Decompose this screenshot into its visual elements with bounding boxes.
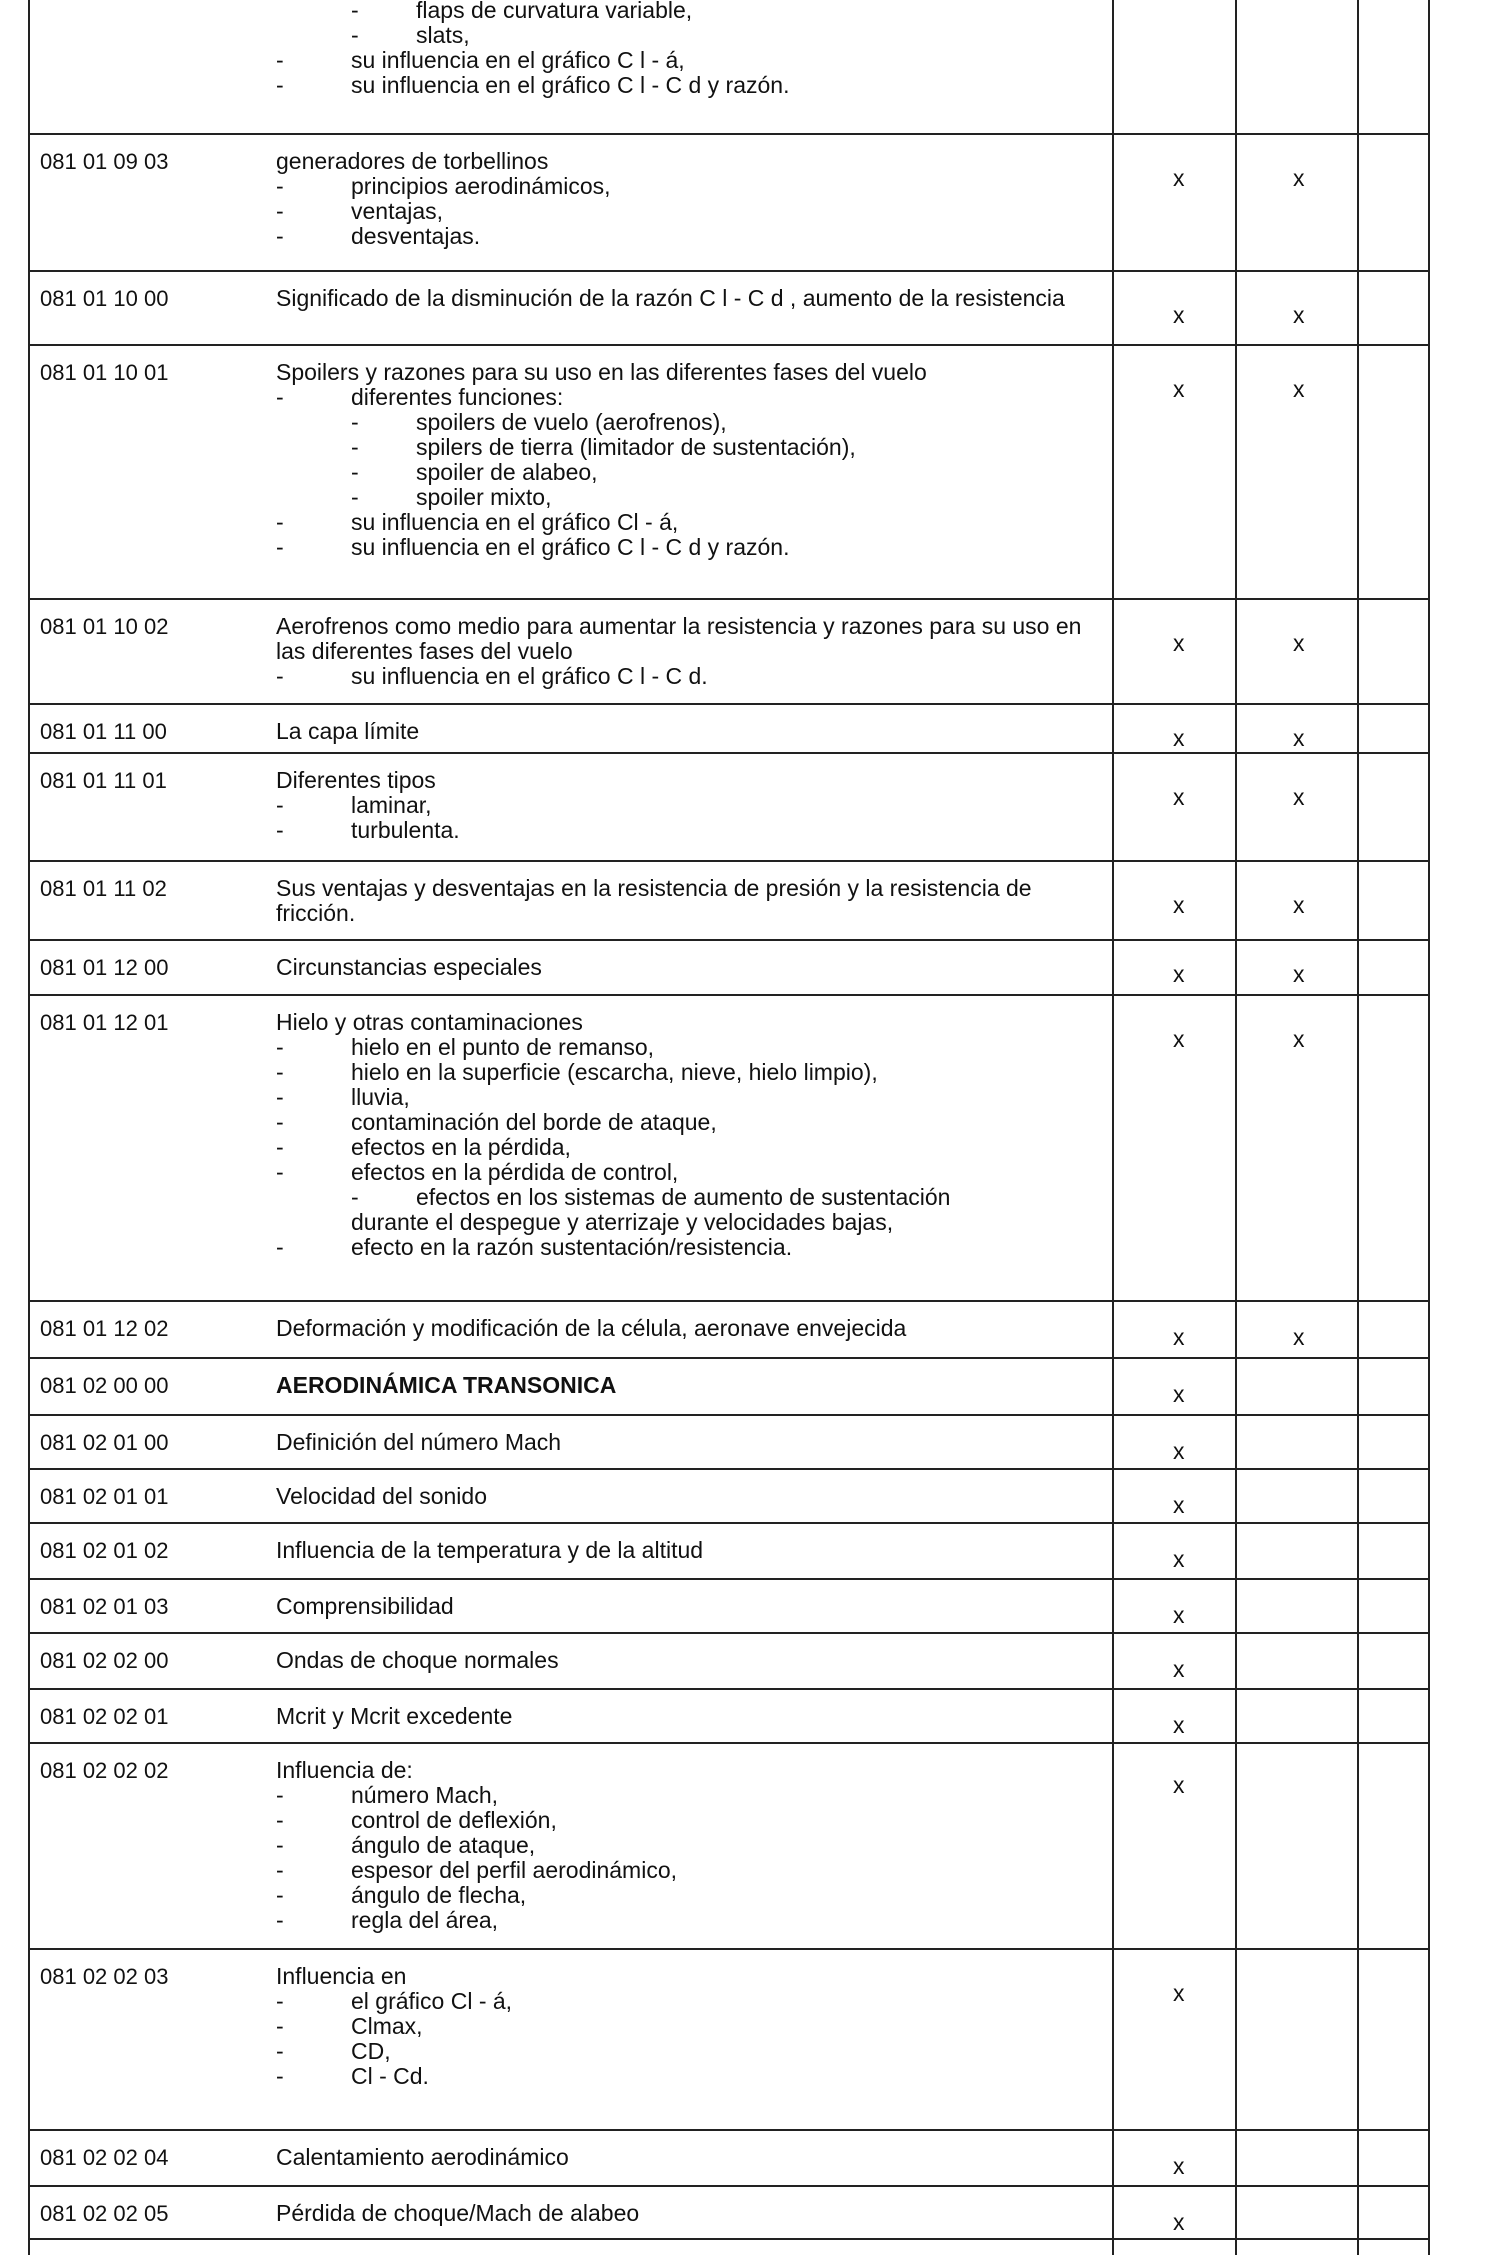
item-code: 081 02 02 02 (40, 1758, 169, 1783)
item-description (276, 1010, 1108, 1260)
table-row (28, 0, 1428, 135)
sub-item-text: efectos en la pérdida de control, (351, 1159, 679, 1185)
dash-bullet: - (276, 1907, 284, 1933)
sub-item (276, 410, 1108, 435)
table-row (28, 1950, 1428, 2131)
sub-item (276, 1783, 1108, 1808)
sub-item (276, 1185, 1108, 1210)
item-title: La capa límite (276, 718, 420, 744)
table-row (28, 346, 1428, 600)
item-description (276, 1704, 1108, 1729)
applicability-mark-col2: x (1293, 1026, 1305, 1052)
sub-item (276, 1858, 1108, 1883)
item-description (276, 1316, 1108, 1341)
sub-item-list (276, 174, 1108, 249)
table-row (28, 2187, 1428, 2240)
item-title: Significado de la disminución de la razón C l - C d , aumento de la resistencia (276, 285, 1065, 311)
sub-item-list (276, 1035, 1108, 1260)
applicability-mark-col1: x (1173, 1602, 1185, 1628)
table-row (28, 996, 1428, 1302)
sub-item-text: regla del área, (351, 1907, 499, 1933)
sub-item (276, 1110, 1108, 1135)
dash-bullet: - (276, 534, 284, 560)
sub-item-text: spilers de tierra (limitador de sustentación), (416, 434, 856, 460)
applicability-mark-col1: x (1173, 784, 1185, 810)
sub-item-list (276, 0, 1108, 98)
dash-bullet: - (276, 1807, 284, 1833)
dash-bullet: - (351, 409, 359, 435)
item-code: 081 02 01 03 (40, 1594, 169, 1619)
item-code: 081 01 12 00 (40, 955, 169, 980)
dash-bullet: - (276, 1134, 284, 1160)
table-row (28, 862, 1428, 941)
sub-item (276, 1808, 1108, 1833)
sub-item-text: spoiler mixto, (416, 484, 552, 510)
item-title: Influencia de: (276, 1757, 413, 1783)
sub-item-text: lluvia, (351, 1084, 410, 1110)
item-code: 081 02 01 00 (40, 1430, 169, 1455)
dash-bullet: - (276, 1882, 284, 1908)
sub-item-text: su influencia en el gráfico C l - á, (351, 47, 685, 73)
sub-item (276, 73, 1108, 98)
item-title: Calentamiento aerodinámico (276, 2144, 569, 2170)
applicability-mark-col2: x (1293, 165, 1305, 191)
item-title: AERODINÁMICA TRANSONICA (276, 1372, 617, 1398)
item-code: 081 01 11 01 (40, 768, 167, 793)
sub-item-text: CD, (351, 2038, 391, 2064)
table-row (28, 941, 1428, 996)
dash-bullet: - (276, 1857, 284, 1883)
dash-bullet: - (276, 223, 284, 249)
item-code: 081 01 12 01 (40, 1010, 169, 1035)
item-title: Ondas de choque normales (276, 1647, 559, 1673)
item-code: 081 01 10 00 (40, 286, 169, 311)
dash-bullet: - (276, 1159, 284, 1185)
sub-item-text: contaminación del borde de ataque, (351, 1109, 717, 1135)
dash-bullet: - (276, 1782, 284, 1808)
dash-bullet: - (351, 22, 359, 48)
item-code: 081 02 02 01 (40, 1704, 169, 1729)
sub-item-text: el gráfico Cl - á, (351, 1988, 513, 2014)
item-description (276, 1373, 1108, 1398)
table-row (28, 2131, 1428, 2187)
item-description (276, 360, 1108, 560)
dash-bullet: - (276, 198, 284, 224)
applicability-mark-col1: x (1173, 2153, 1185, 2179)
item-description (276, 768, 1108, 843)
table-row (28, 1470, 1428, 1524)
item-description (276, 876, 1108, 926)
dash-bullet: - (276, 509, 284, 535)
item-code: 081 02 01 01 (40, 1484, 169, 1509)
item-description (276, 1758, 1108, 1933)
applicability-mark-col2: x (1293, 376, 1305, 402)
applicability-mark-col1: x (1173, 1324, 1185, 1350)
sub-item-text: turbulenta. (351, 817, 460, 843)
applicability-mark-col2: x (1293, 784, 1305, 810)
sub-item-text: número Mach, (351, 1782, 499, 1808)
sub-item (276, 385, 1108, 410)
dash-bullet: - (351, 459, 359, 485)
sub-item-text: efecto en la razón sustentación/resistencia. (351, 1234, 793, 1260)
sub-item-text: su influencia en el gráfico C l - C d. (351, 663, 708, 689)
item-code: 081 02 00 00 (40, 1373, 169, 1398)
sub-item-text: principios aerodinámicos, (351, 173, 611, 199)
dash-bullet: - (276, 792, 284, 818)
sub-item-text: diferentes funciones: (351, 384, 564, 410)
dash-bullet: - (276, 1034, 284, 1060)
sub-item (276, 23, 1108, 48)
table-row (28, 1524, 1428, 1580)
sub-item (276, 1883, 1108, 1908)
item-description (276, 614, 1108, 689)
table-row (28, 1359, 1428, 1416)
sub-item (276, 0, 1108, 23)
dash-bullet: - (276, 72, 284, 98)
applicability-mark-col1: x (1173, 376, 1185, 402)
table-row (28, 1416, 1428, 1470)
sub-item (276, 1135, 1108, 1160)
table-row (28, 1744, 1428, 1950)
sub-item-text: desventajas. (351, 223, 481, 249)
applicability-mark-col1: x (1173, 1026, 1185, 1052)
item-description (276, 1538, 1108, 1563)
item-title: Mcrit y Mcrit excedente (276, 1703, 513, 1729)
sub-item (276, 224, 1108, 249)
table-row (28, 135, 1428, 272)
item-description (276, 955, 1108, 980)
dash-bullet: - (276, 817, 284, 843)
sub-item (276, 510, 1108, 535)
table-row (28, 272, 1428, 346)
dash-bullet: - (351, 0, 359, 23)
dash-bullet: - (351, 1184, 359, 1210)
dash-bullet: - (276, 2063, 284, 2089)
item-description (276, 1484, 1108, 1509)
applicability-mark-col2: x (1293, 892, 1305, 918)
sub-item (276, 1035, 1108, 1060)
item-title: Deformación y modificación de la célula, aeronave envejecida (276, 1315, 907, 1341)
item-code: 081 02 02 05 (40, 2201, 169, 2226)
sub-item-text: spoiler de alabeo, (416, 459, 598, 485)
sub-item (276, 793, 1108, 818)
applicability-mark-col1: x (1173, 1772, 1185, 1798)
applicability-mark-col1: x (1173, 1438, 1185, 1464)
item-title: generadores de torbellinos (276, 148, 549, 174)
sub-item (276, 535, 1108, 560)
item-title: Comprensibilidad (276, 1593, 454, 1619)
item-code: 081 02 02 04 (40, 2145, 169, 2170)
sub-item (276, 818, 1108, 843)
applicability-mark-col1: x (1173, 1546, 1185, 1572)
dash-bullet: - (276, 1084, 284, 1110)
item-description (276, 719, 1108, 744)
sub-item-list (276, 793, 1108, 843)
table-row (28, 1580, 1428, 1634)
sub-item (276, 2014, 1108, 2039)
dash-bullet: - (276, 2013, 284, 2039)
item-code: 081 02 01 02 (40, 1538, 169, 1563)
sub-item-list (276, 1989, 1108, 2089)
item-description (276, 2145, 1108, 2170)
dash-bullet: - (351, 434, 359, 460)
applicability-mark-col1: x (1173, 961, 1185, 987)
sub-item-text: ángulo de ataque, (351, 1832, 536, 1858)
applicability-mark-col1: x (1173, 1381, 1185, 1407)
item-code: 081 01 11 00 (40, 719, 167, 744)
sub-item (276, 1210, 1108, 1235)
applicability-mark-col1: x (1173, 892, 1185, 918)
table-row (28, 600, 1428, 705)
sub-item-text: flaps de curvatura variable, (416, 0, 693, 23)
sub-item (276, 1908, 1108, 1933)
item-code: 081 01 10 02 (40, 614, 169, 639)
item-title: Velocidad del sonido (276, 1483, 487, 1509)
table-row (28, 754, 1428, 862)
sub-item-text: durante el despegue y aterrizaje y velocidades bajas, (351, 1209, 894, 1235)
table-border-right (1428, 0, 1430, 2255)
dash-bullet: - (351, 484, 359, 510)
applicability-mark-col2: x (1293, 961, 1305, 987)
applicability-mark-col1: x (1173, 165, 1185, 191)
item-title: Definición del número Mach (276, 1429, 562, 1455)
sub-item-text: su influencia en el gráfico C l - C d y razón. (351, 72, 790, 98)
applicability-mark-col2: x (1293, 630, 1305, 656)
item-code: 081 02 02 03 (40, 1964, 169, 1989)
item-code: 081 01 10 01 (40, 360, 169, 385)
dash-bullet: - (276, 1832, 284, 1858)
sub-item (276, 1085, 1108, 1110)
applicability-mark-col1: x (1173, 725, 1185, 751)
table-row (28, 1690, 1428, 1744)
sub-item (276, 664, 1108, 689)
sub-item (276, 48, 1108, 73)
applicability-mark-col2: x (1293, 725, 1305, 751)
sub-item-text: hielo en la superficie (escarcha, nieve, hielo limpio), (351, 1059, 878, 1085)
sub-item-text: hielo en el punto de remanso, (351, 1034, 655, 1060)
item-code: 081 01 12 02 (40, 1316, 169, 1341)
sub-item-text: control de deflexión, (351, 1807, 557, 1833)
dash-bullet: - (276, 47, 284, 73)
item-description (276, 0, 1108, 98)
item-title: Aerofrenos como medio para aumentar la resistencia y razones para su uso en las diferentes fases del vuelo (276, 613, 1082, 664)
item-title: Influencia de la temperatura y de la altitud (276, 1537, 704, 1563)
item-title: Circunstancias especiales (276, 954, 542, 980)
sub-item-text: espesor del perfil aerodinámico, (351, 1857, 678, 1883)
sub-item-text: spoilers de vuelo (aerofrenos), (416, 409, 727, 435)
sub-item (276, 2039, 1108, 2064)
item-description (276, 1648, 1108, 1673)
sub-item (276, 1833, 1108, 1858)
dash-bullet: - (276, 1234, 284, 1260)
dash-bullet: - (276, 384, 284, 410)
sub-item-text: ángulo de flecha, (351, 1882, 527, 1908)
applicability-mark-col1: x (1173, 2209, 1185, 2235)
item-title: Diferentes tipos (276, 767, 436, 793)
table-row (28, 1302, 1428, 1359)
sub-item (276, 1235, 1108, 1260)
item-description (276, 149, 1108, 249)
dash-bullet: - (276, 1988, 284, 2014)
item-title: Sus ventajas y desventajas en la resistencia de presión y la resistencia de fricción. (276, 875, 1032, 926)
sub-item-text: efectos en la pérdida, (351, 1134, 571, 1160)
sub-item-text: ventajas, (351, 198, 444, 224)
applicability-mark-col2: x (1293, 1324, 1305, 1350)
applicability-mark-col1: x (1173, 1712, 1185, 1738)
item-code: 081 01 09 03 (40, 149, 169, 174)
sub-item-list (276, 385, 1108, 560)
item-code: 081 01 11 02 (40, 876, 167, 901)
sub-item (276, 1989, 1108, 2014)
applicability-mark-col1: x (1173, 630, 1185, 656)
sub-item (276, 174, 1108, 199)
item-title: Hielo y otras contaminaciones (276, 1009, 583, 1035)
sub-item-text: Cl - Cd. (351, 2063, 429, 2089)
sub-item (276, 460, 1108, 485)
table-row (28, 705, 1428, 754)
dash-bullet: - (276, 1109, 284, 1135)
table-row (28, 1634, 1428, 1690)
sub-item (276, 1060, 1108, 1085)
sub-item-text: Clmax, (351, 2013, 423, 2039)
sub-item-text: su influencia en el gráfico C l - C d y razón. (351, 534, 790, 560)
item-title: Influencia en (276, 1963, 407, 1989)
item-description (276, 1594, 1108, 1619)
applicability-mark-col1: x (1173, 1656, 1185, 1682)
sub-item (276, 485, 1108, 510)
sub-item-text: laminar, (351, 792, 432, 818)
dash-bullet: - (276, 1059, 284, 1085)
sub-item-text: slats, (416, 22, 470, 48)
sub-item-list (276, 664, 1108, 689)
sub-item-text: su influencia en el gráfico Cl - á, (351, 509, 679, 535)
sub-item-list (276, 1783, 1108, 1933)
sub-item (276, 435, 1108, 460)
item-title: Pérdida de choque/Mach de alabeo (276, 2200, 640, 2226)
applicability-mark-col1: x (1173, 1980, 1185, 2006)
sub-item (276, 2064, 1108, 2089)
applicability-mark-col2: x (1293, 302, 1305, 328)
item-description (276, 1964, 1108, 2089)
applicability-mark-col1: x (1173, 302, 1185, 328)
sub-item (276, 1160, 1108, 1185)
sub-item-text: efectos en los sistemas de aumento de sustentación (416, 1184, 951, 1210)
item-description (276, 286, 1108, 311)
dash-bullet: - (276, 173, 284, 199)
applicability-mark-col1: x (1173, 1492, 1185, 1518)
item-description (276, 1430, 1108, 1455)
item-description (276, 2201, 1108, 2226)
item-title: Spoilers y razones para su uso en las diferentes fases del vuelo (276, 359, 927, 385)
dash-bullet: - (276, 2038, 284, 2064)
dash-bullet: - (276, 663, 284, 689)
item-code: 081 02 02 00 (40, 1648, 169, 1673)
sub-item (276, 199, 1108, 224)
